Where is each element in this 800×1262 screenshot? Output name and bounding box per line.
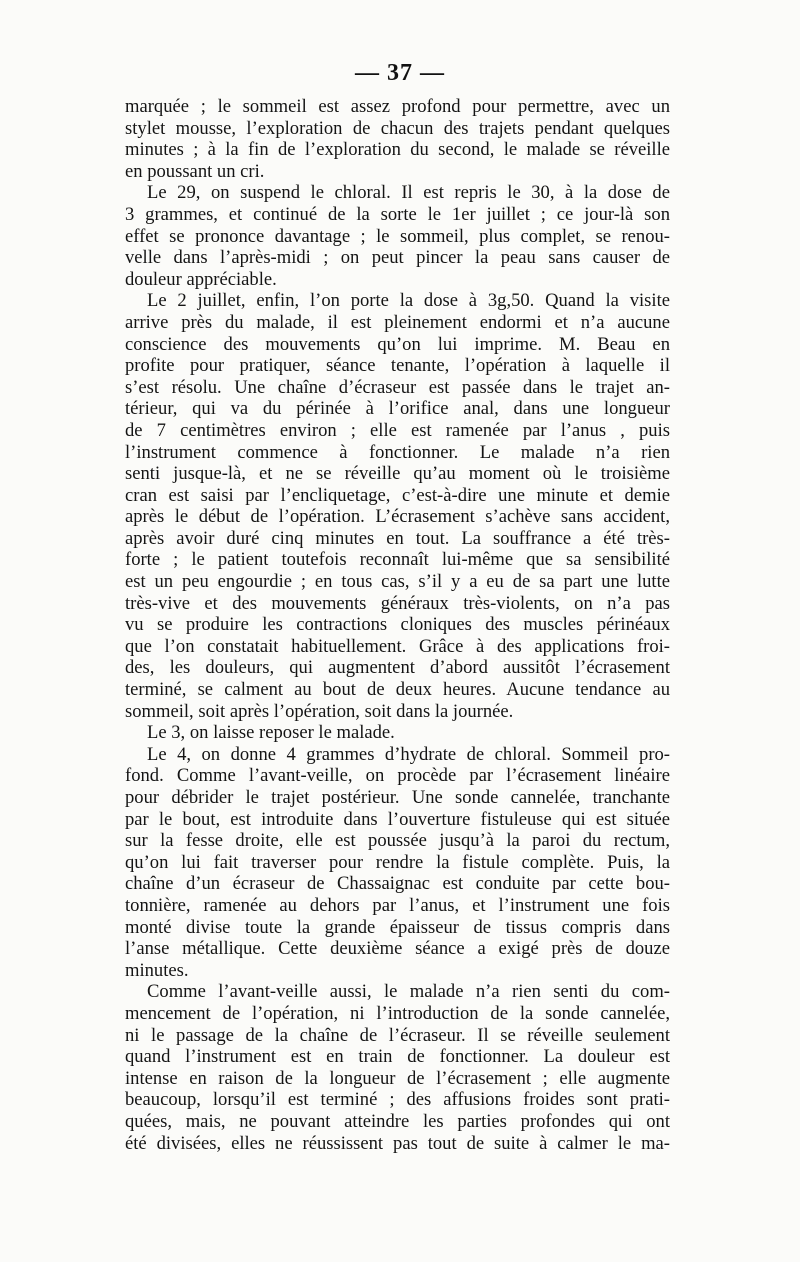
text-line: douleur appréciable.	[125, 268, 277, 290]
text-line: Comme l’avant-veille aussi, le malade n’a rien senti du com-	[147, 981, 670, 1003]
text-line: pour débrider le trajet postérieur. Une sonde cannelée, tranchante	[125, 787, 670, 808]
text-line: l’instrument commence à fonctionner. Le malade n’a rien	[125, 441, 670, 463]
text-line: quées, mais, ne pouvant atteindre les parties profondes qui ont	[125, 1110, 670, 1132]
text-line: cran est saisi par l’encliquetage, c’est-à-dire une minute et demie	[125, 484, 670, 506]
text-line: est un peu engourdie ; en tous cas, s’il y a eu de sa part une lutte	[125, 571, 670, 593]
text-line: chaîne d’un écraseur de Chassaignac est conduite par cette bou-	[125, 873, 670, 895]
text-line: quand l’instrument est en train de fonctionner. La douleur est	[125, 1046, 670, 1068]
text-line: effet se prononce davantage ; le sommeil, plus complet, se renou-	[125, 225, 670, 247]
text-line: minutes.	[125, 959, 189, 981]
text-line: fond. Comme l’avant-veille, on procède par l’écrasement linéaire	[125, 765, 670, 787]
text-line: de 7 centimètres environ ; elle est ramenée par l’anus , puis	[125, 419, 670, 441]
text-line: intense en raison de la longueur de l’écrasement ; elle augmente	[125, 1067, 670, 1089]
text-line: profite pour pratiquer, séance tenante, l’opération à laquelle il	[125, 355, 670, 377]
page-number-header: — 37 —	[355, 60, 445, 86]
text-line: qu’on lui fait traverser pour rendre la fistule complète. Puis, la	[125, 851, 670, 873]
text-line: Le 2 juillet, enfin, l’on porte la dose à 3g,50. Quand la visite	[147, 290, 670, 312]
text-line: ni le passage de la chaîne de l’écraseur. Il se réveille seulement	[125, 1024, 670, 1046]
text-line: sur la fesse droite, elle est poussée jusqu’à la paroi du rectum,	[125, 830, 670, 852]
text-line: des, les douleurs, qui augmentent d’abord aussitôt l’écrasement	[125, 657, 670, 679]
text-line: après le début de l’opération. L’écrasement s’achève sans accident,	[125, 506, 670, 528]
body-text	[125, 96, 670, 1154]
text-line: Le 3, on laisse reposer le malade.	[147, 722, 395, 744]
text-line: Le 4, on donne 4 grammes d’hydrate de chloral. Sommeil pro-	[147, 743, 670, 765]
text-line: arrive près du malade, il est pleinement endormi et n’a aucune	[125, 311, 670, 333]
text-line: vu se produire les contractions cloniques des muscles périnéaux	[125, 614, 670, 636]
text-line: stylet mousse, l’exploration de chacun des trajets pendant quelques	[125, 117, 670, 139]
text-line: sommeil, soit après l’opération, soit dans la journée.	[125, 700, 514, 722]
text-line: velle dans l’après-midi ; on peut pincer la peau sans causer de	[125, 247, 670, 269]
text-line: été divisées, elles ne réussissent pas tout de suite à calmer le ma-	[125, 1132, 670, 1154]
text-line: s’est résolu. Une chaîne d’écraseur est passée dans le trajet an-	[125, 376, 670, 398]
text-line: monté divise toute la grande épaisseur de tissus compris dans	[125, 916, 670, 938]
text-line: que l’on constatait habituellement. Grâce à des applications froi-	[125, 635, 670, 657]
text-line: térieur, qui va du périnée à l’orifice anal, dans une longueur	[125, 398, 670, 420]
text-line: en poussant un cri.	[125, 160, 265, 182]
text-line: marquée ; le sommeil est assez profond pour permettre, avec un	[125, 96, 670, 117]
text-line: mencement de l’opération, ni l’introduction de la sonde cannelée,	[125, 1002, 670, 1024]
text-line: par le bout, est introduite dans l’ouverture fistuleuse qui est située	[125, 808, 670, 830]
text-line: très-vive et des mouvements généraux très-violents, on n’a pas	[125, 592, 670, 614]
text-line: beaucoup, lorsqu’il est terminé ; des affusions froides sont prati-	[125, 1089, 670, 1111]
text-line: forte ; le patient toutefois reconnaît lui-même que sa sensibilité	[125, 549, 670, 571]
text-line: minutes ; à la fin de l’exploration du second, le malade se réveille	[125, 139, 670, 161]
text-line: l’anse métallique. Cette deuxième séance a exigé près de douze	[125, 938, 670, 960]
text-line: conscience des mouvements qu’on lui imprime. M. Beau en	[125, 333, 670, 355]
text-line: Le 29, on suspend le chloral. Il est repris le 30, à la dose de	[147, 182, 670, 204]
text-line: tonnière, ramenée au dehors par l’anus, et l’instrument une fois	[125, 894, 670, 916]
text-line: senti jusque-là, et ne se réveille qu’au moment où le troisième	[125, 463, 670, 485]
text-line: après avoir duré cinq minutes en tout. La souffrance a été très-	[125, 527, 670, 549]
text-line: terminé, se calment au bout de deux heures. Aucune tendance au	[125, 679, 670, 701]
text-line: 3 grammes, et continué de la sorte le 1er juillet ; ce jour-là son	[125, 203, 670, 225]
